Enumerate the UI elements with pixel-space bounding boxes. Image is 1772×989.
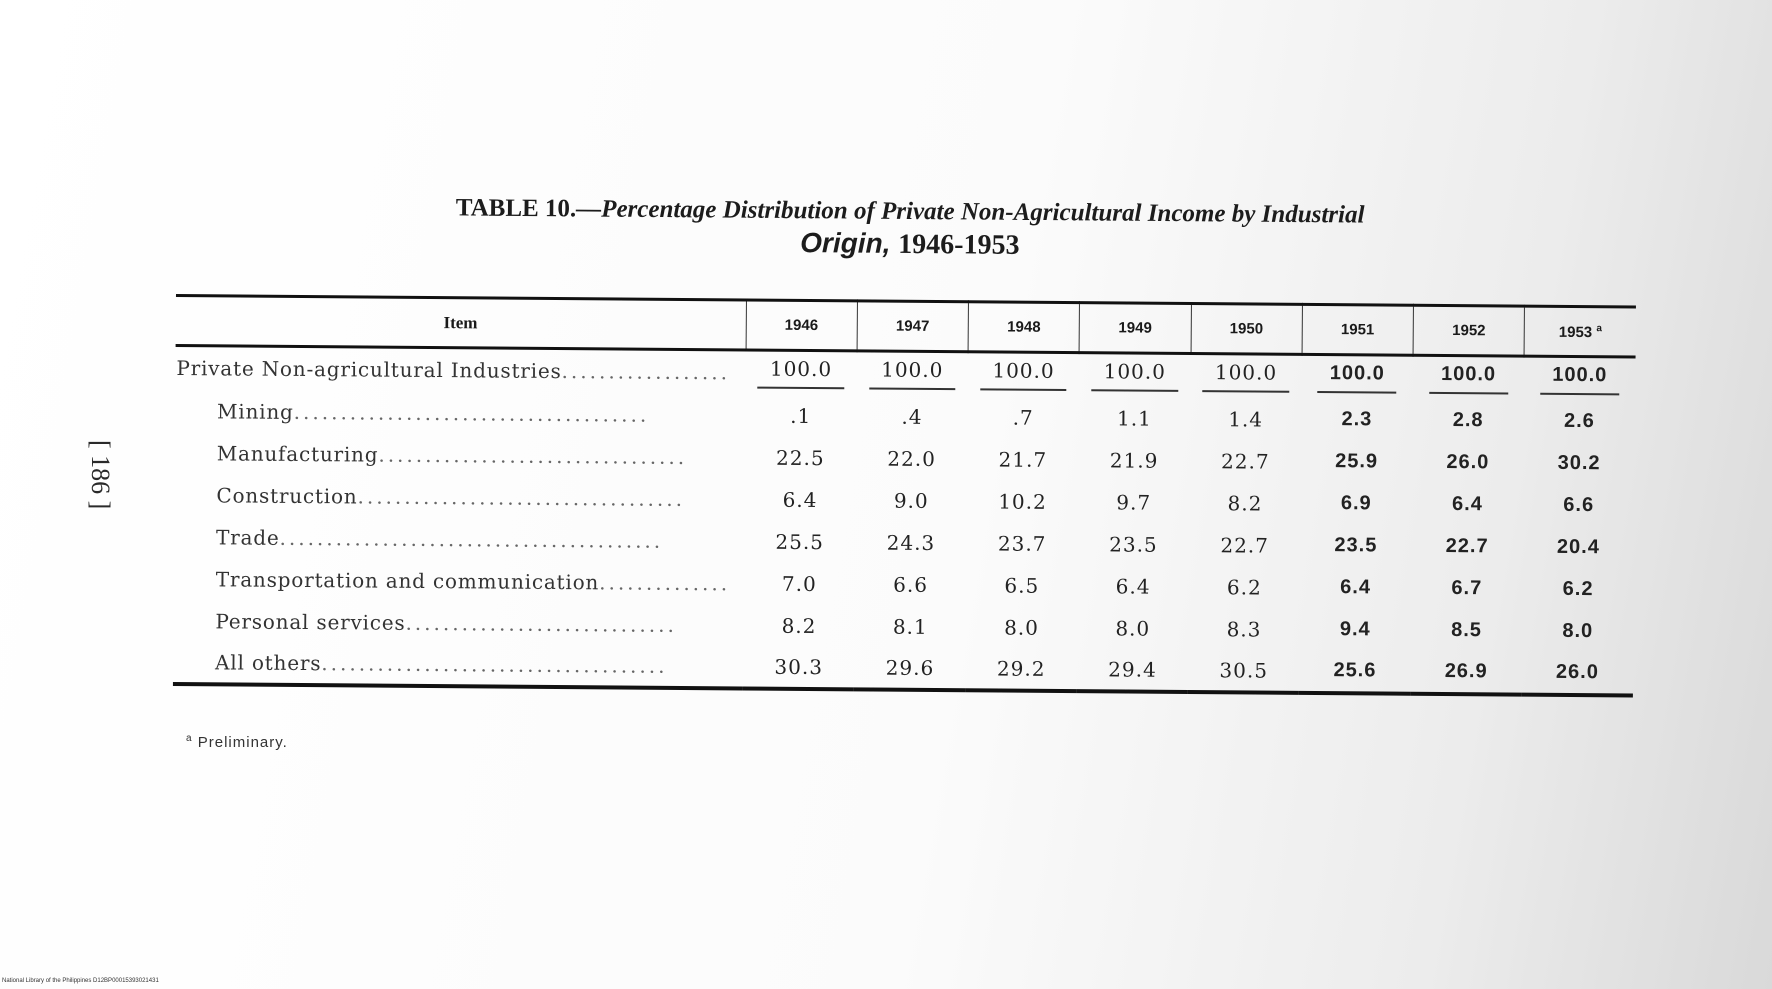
header-year-1948: 1948	[968, 302, 1080, 353]
value-cell: 8.0	[1115, 615, 1151, 641]
value-cell: 6.4	[1340, 576, 1372, 599]
value-cell	[968, 352, 1080, 397]
value-cell: 10.2	[998, 488, 1047, 514]
value-cell: 30.3	[774, 654, 824, 679]
value-cell: 6.6	[893, 572, 929, 597]
value-cell: 22.7	[1445, 534, 1489, 558]
value-cell: 2.3	[1341, 408, 1373, 431]
value-cell: 22.7	[1220, 448, 1270, 474]
header-year-1951: 1951	[1302, 304, 1414, 355]
row-label-cell	[175, 345, 745, 393]
row-label-cell	[174, 557, 744, 603]
row-label: Private Non-agricultural Industries	[176, 356, 562, 384]
table-description: —Percentage Distribution of Private Non-Agricultural Income by Industrial	[576, 195, 1365, 229]
value-cell: 29.2	[996, 655, 1046, 681]
value-cell: 8.1	[892, 614, 928, 639]
value-cell: 6.2	[1226, 574, 1262, 600]
value-cell: 8.5	[1451, 619, 1483, 642]
value-cell	[745, 350, 857, 395]
value-cell	[1079, 353, 1191, 398]
footnote-marker: a	[186, 733, 193, 744]
total-value: 100.0	[980, 359, 1067, 392]
value-cell	[1413, 355, 1525, 400]
value-cell: 6.5	[1004, 573, 1040, 598]
value-cell: 25.6	[1333, 659, 1377, 682]
value-cell: 1.1	[1116, 405, 1152, 431]
total-value: 100.0	[1540, 363, 1619, 395]
value-cell: 9.0	[893, 488, 929, 513]
value-cell: 26.0	[1446, 450, 1490, 474]
value-cell: 6.7	[1451, 577, 1483, 600]
value-cell: 30.2	[1557, 451, 1601, 475]
value-cell: 21.9	[1109, 447, 1159, 473]
row-label: Mining	[216, 398, 294, 424]
value-cell: .4	[901, 404, 923, 429]
row-label-cell	[174, 515, 744, 561]
footnote	[186, 733, 288, 751]
total-value: 100.0	[1203, 360, 1290, 393]
value-cell: 2.8	[1452, 409, 1484, 432]
header-year-1950: 1950	[1191, 303, 1303, 354]
value-cell	[856, 351, 968, 396]
row-label: All others	[215, 649, 322, 675]
value-cell: .1	[790, 403, 812, 428]
value-cell: 9.7	[1116, 489, 1152, 515]
row-label-cell	[173, 599, 743, 645]
value-cell: 29.4	[1108, 656, 1157, 682]
header-item: Item	[443, 312, 478, 332]
table-body	[173, 345, 1636, 694]
value-cell: 8.3	[1226, 616, 1262, 642]
dot-leader: .........................................	[279, 525, 664, 553]
value-cell	[1301, 354, 1413, 399]
preliminary-marker: a	[1596, 322, 1602, 334]
value-cell: 23.5	[1334, 534, 1378, 557]
value-cell: 20.4	[1556, 535, 1600, 559]
row-label: Manufacturing	[216, 440, 379, 467]
header-year-1947: 1947	[857, 301, 969, 352]
value-cell: 25.5	[775, 529, 825, 554]
value-cell: 30.5	[1219, 657, 1269, 683]
row-label: Personal services	[215, 608, 406, 635]
dot-leader: ..................	[561, 359, 731, 385]
value-cell: 22.7	[1220, 532, 1270, 558]
total-value: 100.0	[1091, 359, 1178, 392]
value-cell: .7	[1012, 405, 1034, 430]
footnote-text: Preliminary.	[192, 734, 288, 751]
dot-leader: .....................................	[321, 650, 668, 678]
value-cell: 6.6	[1563, 493, 1595, 517]
value-cell: 21.7	[998, 446, 1048, 472]
value-cell: 24.3	[886, 530, 936, 555]
table-label: TABLE 10.	[455, 194, 577, 223]
value-cell: 9.4	[1339, 618, 1371, 641]
header-year-1949: 1949	[1079, 303, 1191, 354]
value-cell: 6.4	[1115, 573, 1151, 599]
header-year-1953	[1524, 306, 1636, 357]
value-cell: 2.6	[1563, 409, 1595, 433]
value-cell: 22.5	[776, 445, 825, 470]
header-year-1952: 1952	[1413, 305, 1525, 356]
value-cell: 1.4	[1228, 406, 1264, 432]
value-cell: 6.4	[782, 487, 818, 512]
income-distribution-table	[173, 294, 1636, 697]
title-years: 1946-1953	[898, 228, 1020, 261]
row-label-cell	[175, 431, 745, 477]
value-cell: 26.9	[1444, 659, 1488, 683]
dot-leader: ..............	[599, 569, 731, 595]
row-label-cell	[175, 389, 745, 435]
value-cell: 6.2	[1562, 577, 1594, 601]
row-label: Trade	[215, 524, 280, 550]
dot-leader: ...................................	[357, 483, 686, 511]
table-title	[320, 193, 1500, 265]
value-cell: 6.9	[1340, 492, 1372, 515]
row-label-cell	[173, 641, 743, 687]
value-cell: 8.2	[1227, 490, 1263, 516]
total-value: 100.0	[1318, 362, 1397, 394]
header-year-1953-label: 1953	[1558, 323, 1593, 341]
title-origin: Origin,	[800, 227, 899, 259]
value-cell: 29.6	[885, 655, 935, 680]
value-cell	[1190, 353, 1302, 398]
row-label: Transportation and communication	[215, 566, 600, 594]
value-cell: 23.7	[997, 530, 1047, 556]
value-cell: 23.5	[1109, 531, 1158, 557]
value-cell: 6.4	[1452, 493, 1484, 516]
value-cell: 8.0	[1004, 615, 1040, 640]
value-cell: 26.0	[1555, 660, 1600, 684]
value-cell: 8.0	[1562, 619, 1594, 643]
value-cell	[1524, 356, 1636, 401]
value-cell: 8.2	[781, 613, 817, 638]
value-cell: 25.9	[1335, 450, 1379, 473]
page-number: [ 186 ]	[86, 440, 115, 510]
title-line-2	[320, 223, 1500, 265]
value-cell: 22.0	[887, 446, 936, 471]
header-year-1946: 1946	[746, 300, 858, 351]
total-value: 100.0	[758, 357, 845, 390]
total-value: 100.0	[1429, 363, 1508, 395]
total-value: 100.0	[869, 358, 956, 391]
value-cell: 7.0	[781, 571, 817, 596]
row-label-cell	[174, 473, 744, 519]
library-watermark: National Library of the Philippines D12BP00015393021431	[2, 978, 159, 984]
row-label: Construction	[216, 482, 358, 508]
income-table-container	[173, 294, 1636, 697]
dot-leader: .................................	[378, 442, 688, 469]
dot-leader: .............................	[405, 610, 677, 637]
dot-leader: ......................................	[293, 399, 650, 427]
